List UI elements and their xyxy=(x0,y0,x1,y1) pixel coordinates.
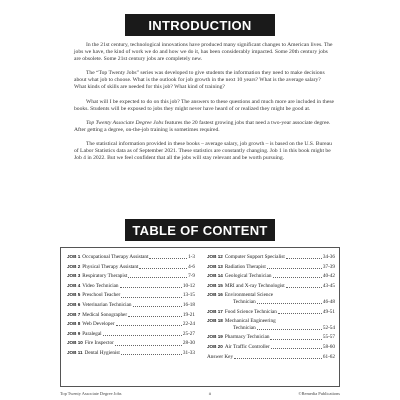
toc-job-number: JOB 12 xyxy=(207,254,223,259)
toc-job-title: Occupational Therapy Assistant xyxy=(82,254,149,260)
toc-page-range: 1-3 xyxy=(188,254,195,260)
toc-entry xyxy=(67,283,195,290)
toc-page-range: 4-6 xyxy=(188,263,195,270)
toc-dot-leader xyxy=(257,303,322,304)
toc-page-range: 34-36 xyxy=(322,254,335,260)
book-title: Top Twenty Associate Degree Jobs xyxy=(86,119,164,126)
intro-text: features the 20 fastest growing jobs that need a two-year associate degree. After getting a degree, on-the-job training is sometimes required. xyxy=(74,119,331,133)
intro-paragraph: What will I be expected to do on this job? The answers to these questions and much more are included in these books. Students will be exposed to jobs they might never have heard of or realized they might be good at. xyxy=(74,98,334,112)
toc-job-number: JOB 9 xyxy=(67,330,81,336)
toc-entry xyxy=(207,254,335,261)
toc-entry xyxy=(67,321,195,328)
toc-job-number: JOB 18 xyxy=(207,318,223,324)
toc-entry xyxy=(67,273,195,280)
toc-entry-line xyxy=(207,299,335,306)
toc-job-title: Radiation Therapist xyxy=(224,263,266,270)
toc-entry xyxy=(67,331,195,338)
toc-page-range: 13-15 xyxy=(182,292,195,299)
toc-entry xyxy=(207,334,335,341)
toc-dot-leader xyxy=(270,339,321,340)
toc-right-column xyxy=(207,254,335,363)
toc-entry xyxy=(67,264,195,271)
toc-job-title: Air Traffic Controller xyxy=(224,343,270,350)
toc-left-column xyxy=(67,254,195,360)
toc-job-title: Veterinarian Technician xyxy=(82,301,132,308)
toc-job-number: JOB 19 xyxy=(207,334,223,340)
toc-job-title: Geological Technician xyxy=(224,273,272,280)
toc-dot-leader xyxy=(271,348,322,349)
toc-page-range: 31-33 xyxy=(182,349,195,356)
toc-job-title-cont: Technician xyxy=(233,298,256,305)
toc-job-number: JOB 5 xyxy=(67,292,81,298)
toc-dot-leader xyxy=(286,258,322,259)
toc-entry xyxy=(207,309,335,316)
toc-job-number: JOB 16 xyxy=(207,292,223,298)
toc-page-range: 43-45 xyxy=(322,282,335,289)
toc-entry xyxy=(67,312,195,319)
toc-entry xyxy=(67,350,195,357)
toc-job-number: JOB 15 xyxy=(207,282,223,288)
toc-dot-leader xyxy=(115,345,182,346)
toc-entry xyxy=(207,344,335,351)
toc-entry xyxy=(207,273,335,280)
toc-job-title: Dental Hygienist xyxy=(84,349,120,356)
toc-page-range: 40-42 xyxy=(322,273,335,280)
toc-entry xyxy=(207,318,335,331)
intro-paragraph: The statistical information provided in these books – average salary, job growth – is based on the U.S. Bureau of Labor Statistics data as of September 2021. These statistics are constantly changing. Job 1 in this book might be Job 4 in 2022. But we feel confident that all the jobs will stay relevant and be worth pursuing. xyxy=(74,140,332,162)
toc-job-number: JOB 1 xyxy=(67,254,81,259)
toc-page-range: 58-60 xyxy=(322,343,335,350)
toc-job-number: JOB 17 xyxy=(207,308,223,314)
toc-dot-leader xyxy=(133,306,182,307)
toc-job-title: Mechanical Engineering xyxy=(224,318,276,325)
toc-job-number: JOB 13 xyxy=(207,263,223,269)
toc-job-title: Web Developer xyxy=(82,321,115,328)
footer-publisher: ©Remedia Publications xyxy=(298,391,340,396)
toc-dot-leader xyxy=(278,313,322,314)
intro-paragraph: In the 21st century, technological innovations have produced many significant changes to American lives. The jobs we have, the kind of work we do and how we do it, has been considerably impacted. Some 20th century jobs are obsolete. Some 21st century jobs are completely new. xyxy=(74,42,333,63)
toc-dot-leader xyxy=(116,325,182,326)
toc-dot-leader xyxy=(267,268,322,269)
toc-job-title: Video Technician xyxy=(82,282,119,289)
toc-job-title: Medical Sonographer xyxy=(82,311,128,318)
toc-job-number: JOB 3 xyxy=(67,273,81,279)
toc-dot-leader xyxy=(121,297,182,298)
toc-job-title: Preschool Teacher xyxy=(82,292,121,299)
intro-paragraph xyxy=(74,120,334,134)
footer-book-title: Top Twenty Associate Degree Jobs xyxy=(60,391,122,396)
toc-entry xyxy=(67,340,195,347)
toc-page-range: 25-27 xyxy=(182,330,195,337)
toc-job-title: Computer Support Specialist xyxy=(224,254,285,260)
toc-entry xyxy=(67,292,195,299)
intro-paragraph: The “Top Twenty Jobs” series was developed to give students the information they need to make decisions about what job to choose. What is the outlook for job growth in the next 10 years? What is the average salary? What kinds of skills are needed for this job? What kind of training? xyxy=(74,70,325,91)
toc-job-title: Answer Key xyxy=(207,353,234,360)
introduction-heading: INTRODUCTION xyxy=(125,14,275,36)
toc-page-range: 37-39 xyxy=(322,263,335,270)
toc-entry xyxy=(207,292,335,305)
toc-job-title: Pharmacy Technician xyxy=(224,334,270,341)
toc-job-title: Respiratory Therapist xyxy=(82,273,128,280)
toc-dot-leader xyxy=(234,358,322,359)
toc-dot-leader xyxy=(120,287,182,288)
table-of-content xyxy=(60,247,340,387)
toc-job-title: Paralegal xyxy=(82,330,102,337)
toc-page-range: 55-57 xyxy=(322,334,335,341)
toc-job-number: JOB 2 xyxy=(67,263,81,269)
toc-page-range: 46-48 xyxy=(322,298,335,305)
toc-page-range: 28-30 xyxy=(182,340,195,347)
toc-page-range: 19-21 xyxy=(182,311,195,318)
toc-page-range: 22-24 xyxy=(182,321,195,328)
toc-job-title: Fire Inspector xyxy=(84,340,114,347)
toc-job-title-cont: Technician xyxy=(233,324,256,331)
toc-job-number: JOB 10 xyxy=(67,340,83,346)
introduction-body xyxy=(74,42,334,169)
toc-entry-line xyxy=(207,318,335,325)
table-of-content-heading: TABLE OF CONTENT xyxy=(125,219,275,241)
toc-dot-leader xyxy=(139,268,187,269)
footer-page-number: ii xyxy=(208,391,212,396)
toc-entry xyxy=(207,283,335,290)
toc-entry xyxy=(207,354,335,361)
toc-dot-leader xyxy=(286,287,322,288)
toc-entry xyxy=(67,302,195,309)
toc-entry xyxy=(207,264,335,271)
toc-dot-leader xyxy=(128,277,187,278)
toc-dot-leader xyxy=(128,316,182,317)
toc-dot-leader xyxy=(149,258,187,259)
toc-page-range: 10-12 xyxy=(182,282,195,289)
toc-job-number: JOB 14 xyxy=(207,273,223,279)
toc-job-number: JOB 4 xyxy=(67,282,81,288)
toc-page-range: 52-54 xyxy=(322,324,335,331)
toc-job-title: Food Science Technician xyxy=(224,308,277,315)
toc-page-range: 16-18 xyxy=(182,301,195,308)
page-footer xyxy=(60,391,340,396)
toc-page-range: 49-51 xyxy=(322,308,335,315)
toc-entry-line xyxy=(207,292,335,299)
toc-job-title: Environmental Science xyxy=(224,292,274,299)
toc-dot-leader xyxy=(121,354,182,355)
toc-job-number: JOB 6 xyxy=(67,301,81,307)
toc-job-title: MRI and X-ray Technologist xyxy=(224,282,285,289)
toc-dot-leader xyxy=(257,329,322,330)
toc-job-number: JOB 7 xyxy=(67,311,81,317)
toc-entry-line xyxy=(207,325,335,332)
toc-entry xyxy=(67,254,195,261)
toc-job-number: JOB 20 xyxy=(207,343,223,349)
toc-page-range: 61-62 xyxy=(322,353,335,360)
toc-page-range: 7-9 xyxy=(188,273,195,280)
toc-dot-leader xyxy=(273,277,322,278)
toc-job-number: JOB 11 xyxy=(67,349,83,355)
toc-job-title: Physical Therapy Assistant xyxy=(82,263,139,270)
toc-dot-leader xyxy=(103,335,182,336)
toc-job-number: JOB 8 xyxy=(67,321,81,327)
